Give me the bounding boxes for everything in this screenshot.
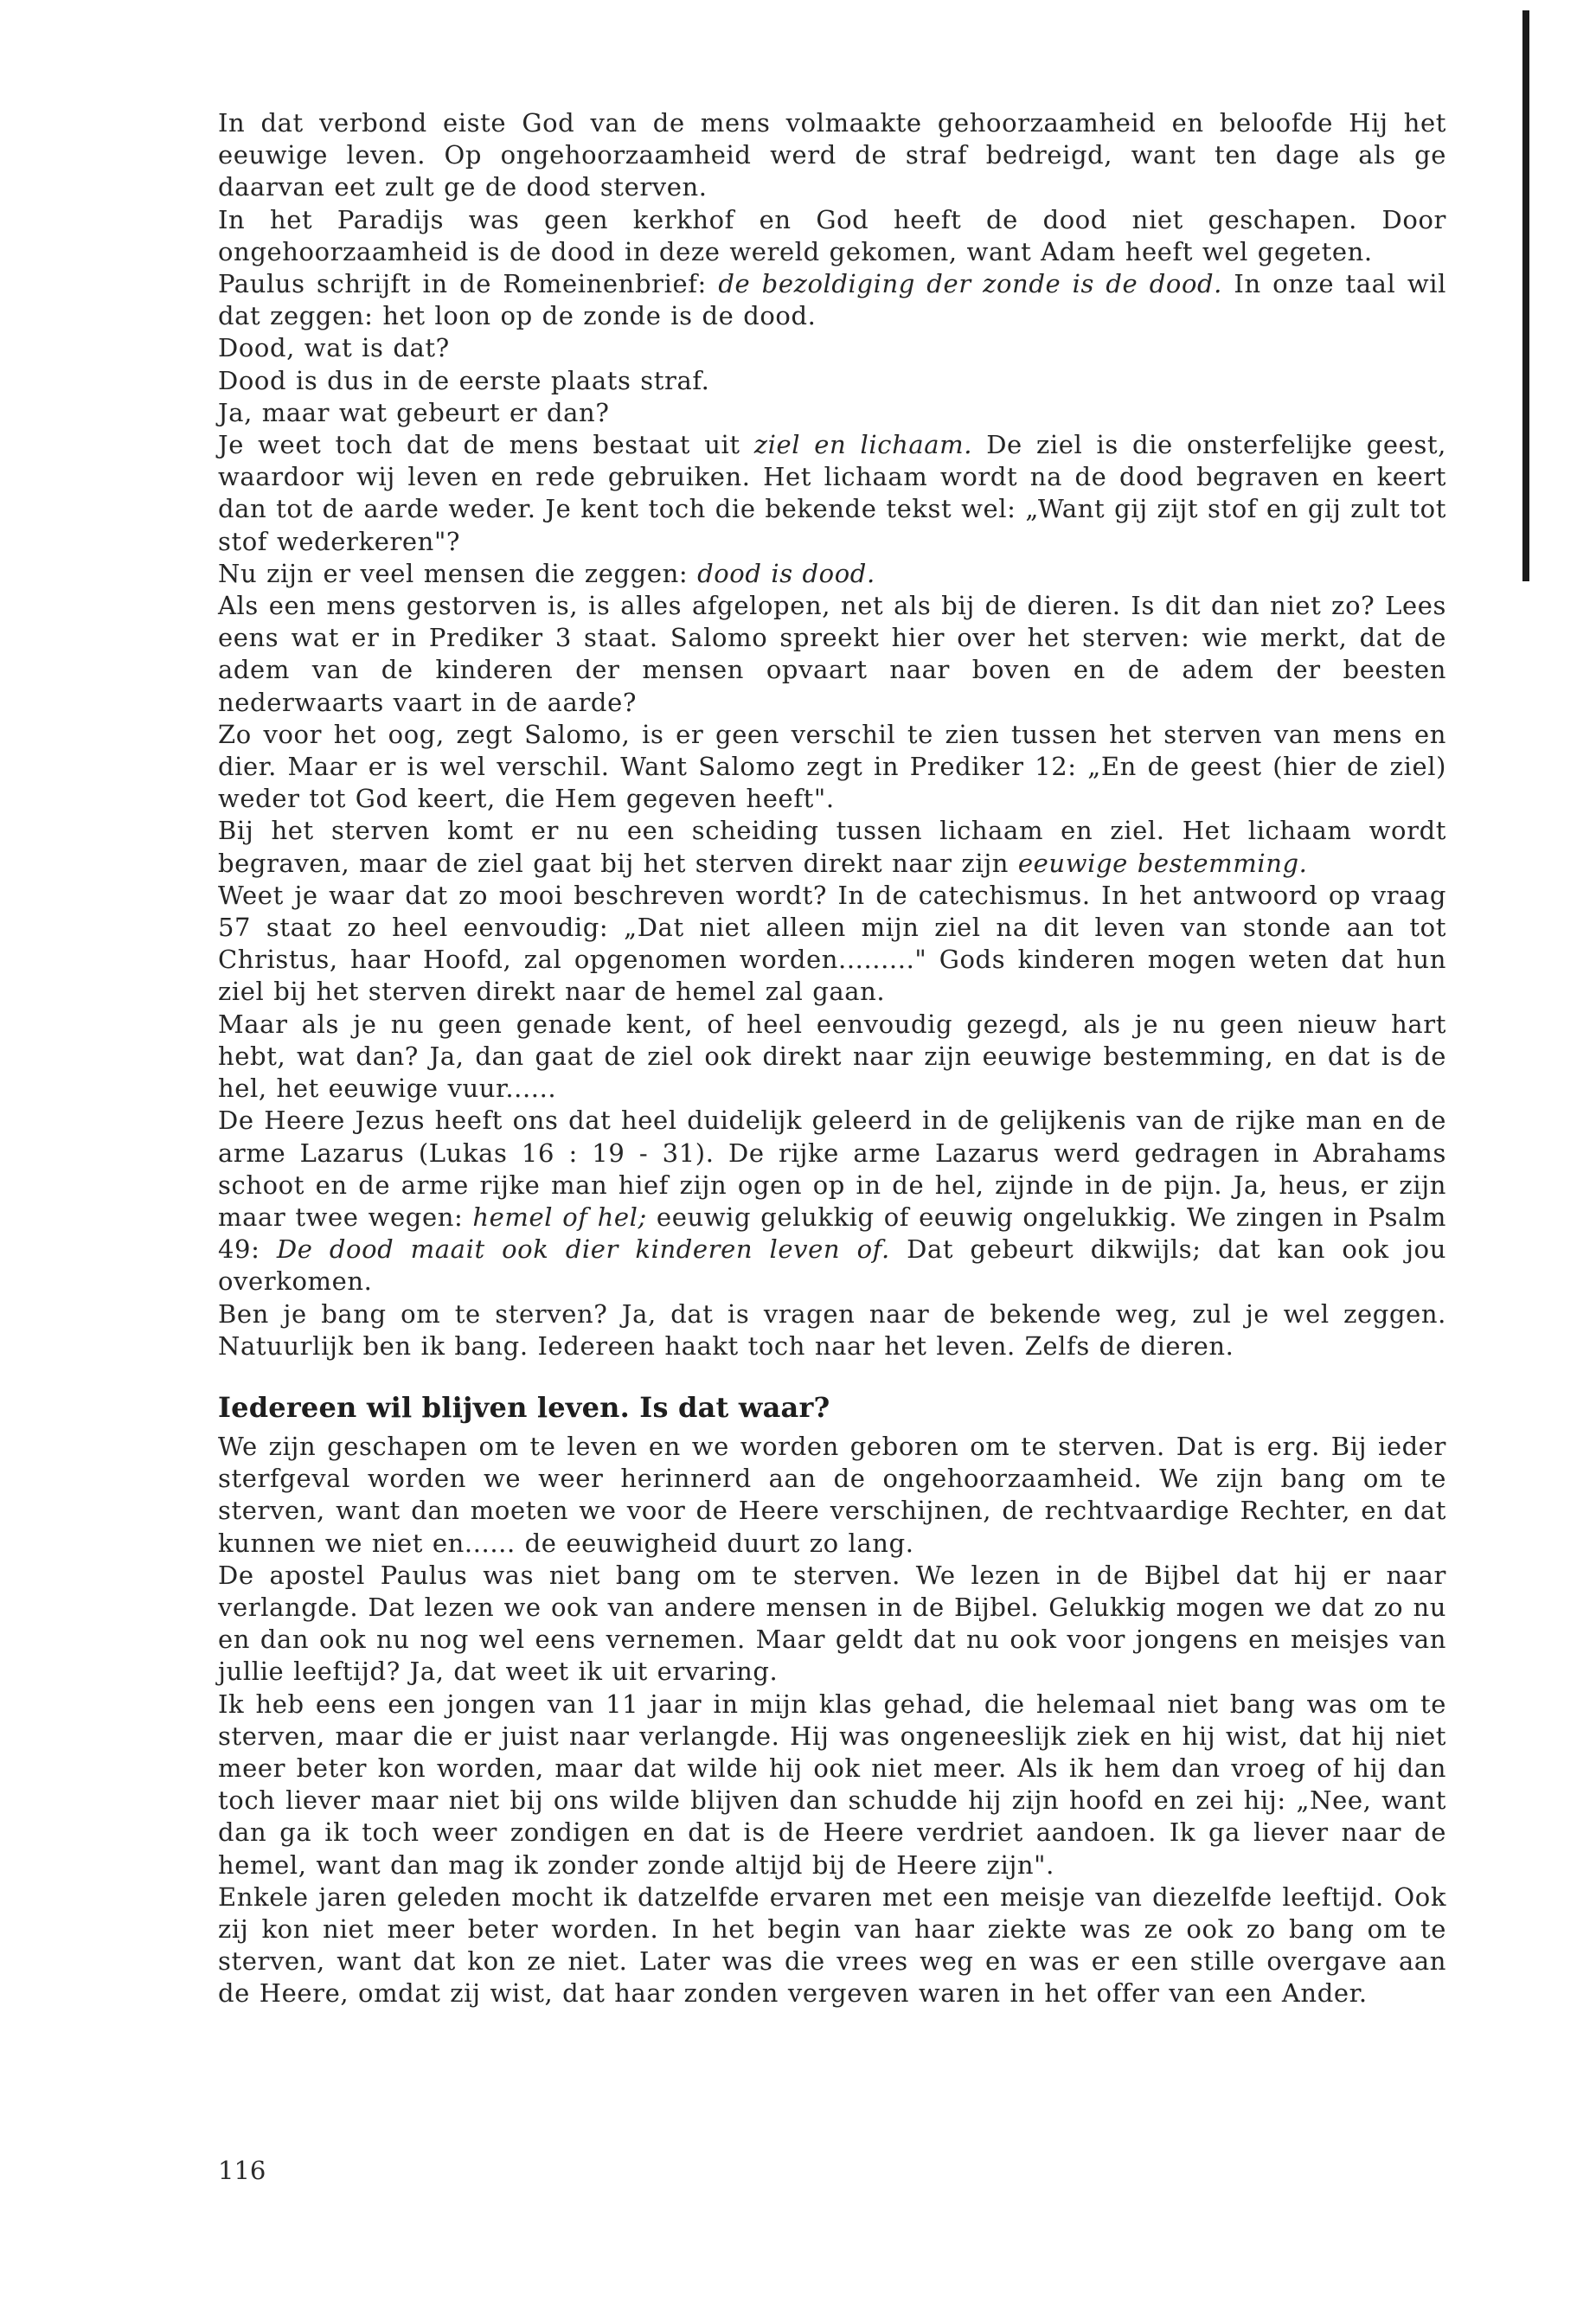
text-run: Dat gebeurt dikwijls; dat kan ook jou overkomen.: [218, 1234, 1446, 1297]
emphasis: hemel of hel;: [472, 1202, 647, 1232]
text-run: Paulus schrijft in de Romeinenbrief:: [218, 269, 719, 299]
text-run: De ziel is die onsterfelijke geest, waardoor wij leven en rede gebruiken. Het lichaam wordt na de dood begraven en keert dan tot de aarde weder. Je kent toch die bekende tekst wel: „Want gij zijt stof en gij zult tot stof wederkeren"?: [218, 430, 1446, 556]
paragraph: Als een mens gestorven is, is alles afgelopen, net als bij de dieren. Is dit dan niet zo? Lees eens wat er in Prediker 3 staat. Salomo spreekt hier over het sterven: wie merkt, dat de adem van de kinderen der mensen opvaart naar boven en de adem der beesten nederwaarts vaart in de aarde?: [218, 591, 1446, 717]
paragraph: [218, 815, 1446, 879]
page-body: [218, 107, 1446, 2010]
paragraph: Ik heb eens een jongen van 11 jaar in mijn klas gehad, die helemaal niet bang was om te sterven, maar die er juist naar verlangde. Hij was ongeneeslijk ziek en hij wist, dat hij niet meer beter kon worden, maar dat wilde hij ook niet meer. Als ik hem dan vroeg of hij dan toch liever maar niet bij ons wilde blijven dan schudde hij zijn hoofd en zei hij: „Nee, want dan ga ik toch weer zondigen en dat is de Heere verdriet aandoen. Ik ga liever naar de hemel, want dan mag ik zonder zonde altijd bij de Heere zijn".: [218, 1689, 1446, 1880]
paragraph: Enkele jaren geleden mocht ik datzelfde ervaren met een meisje van diezelfde leeftijd. Ook zij kon niet meer beter worden. In het begin van haar ziekte was ze ook zo bang om te sterven, want dat kon ze niet. Later was die vrees weg en was er een stille overgave aan de Heere, omdat zij wist, dat haar zonden vergeven waren in het offer van een Ander.: [218, 1881, 1446, 2009]
paragraph: [218, 558, 1446, 590]
paragraph: Weet je waar dat zo mooi beschreven wordt? In de catechismus. In het antwoord op vraag 57 staat zo heel eenvoudig: „Dat niet alleen mijn ziel na dit leven van stonde aan tot Christus, haar Hoofd, zal opgenomen worden........." Gods kinderen mogen weten dat hun ziel bij het sterven direkt naar de hemel zal gaan.: [218, 880, 1446, 1007]
paragraph: Dood, wat is dat?: [218, 333, 450, 363]
emphasis: ziel en lichaam.: [753, 430, 973, 460]
scan-edge-bar: [1522, 10, 1529, 581]
paragraph: In het Paradijs was geen kerkhof en God heeft de dood niet geschapen. Door ongehoorzaamheid is de dood in deze wereld gekomen, want Adam heeft wel gegeten.: [218, 204, 1446, 266]
paragraph: Zo voor het oog, zegt Salomo, is er geen verschil te zien tussen het sterven van mens en dier. Maar er is wel verschil. Want Salomo zegt in Prediker 12: „En de geest (hier de ziel) weder tot God keert, die Hem gegeven heeft".: [218, 719, 1446, 814]
paragraph: Ja, maar wat gebeurt er dan?: [218, 397, 610, 427]
paragraph: Maar als je nu geen genade kent, of heel eenvoudig gezegd, als je nu geen nieuw hart hebt, wat dan? Ja, dan gaat de ziel ook direkt naar zijn eeuwige bestemming, en dat is de hel, het eeuwige vuur......: [218, 1009, 1446, 1104]
paragraph: [218, 429, 1446, 558]
page-number: 116: [218, 2156, 266, 2185]
paragraph: [218, 1105, 1446, 1298]
section-heading: Iedereen wil blijven leven. Is dat waar?: [218, 1390, 830, 1424]
text-run: Bij het sterven komt er nu een scheiding tussen lichaam en ziel. Het lichaam wordt begraven, maar de ziel gaat bij het sterven direkt naar zijn: [218, 816, 1446, 878]
emphasis: dood is dood.: [697, 558, 875, 588]
emphasis: De dood maait ook dier kinderen leven of.: [276, 1234, 890, 1265]
paragraph: In dat verbond eiste God van de mens volmaakte gehoorzaamheid en beloofde Hij het eeuwige leven. Op ongehoorzaamheid werd de straf bedreigd, want ten dage als ge daarvan eet zult ge de dood sterven.: [218, 108, 1446, 202]
text-run: In onze taal wil dat zeggen: het loon op de zonde is de dood.: [218, 269, 1446, 331]
paragraph: Dood is dus in de eerste plaats straf.: [218, 365, 710, 395]
text-run: De Heere Jezus heeft ons dat heel duidelijk geleerd in de gelijkenis van de rijke man en de arme Lazarus (Lukas 16 : 19 - 31). De rijke arme Lazarus werd gedragen in Abrahams schoot en de arme rijke man hief zijn ogen op in de hel, zijnde in de pijn. Ja, heus, er zijn maar twee wegen:: [218, 1106, 1446, 1232]
text-run: Je weet toch dat de mens bestaat uit: [218, 430, 754, 460]
text-run: Nu zijn er veel mensen die zeggen:: [218, 558, 698, 588]
paragraph: [218, 268, 1446, 332]
paragraph: We zijn geschapen om te leven en we worden geboren om te sterven. Dat is erg. Bij ieder sterfgeval worden we weer herinnerd aan de ongehoorzaamheid. We zijn bang om te sterven, want dan moeten we voor de Heere verschijnen, de rechtvaardige Rechter, en dat kunnen we niet en...... de eeuwigheid duurt zo lang.: [218, 1431, 1446, 1558]
paragraph: Ben je bang om te sterven? Ja, dat is vragen naar de bekende weg, zul je wel zeggen. Natuurlijk ben ik bang. Iedereen haakt toch naar het leven. Zelfs de dieren.: [218, 1298, 1446, 1361]
text-run: eeuwig gelukkig of eeuwig ongelukkig. We zingen in Psalm 49:: [218, 1202, 1447, 1265]
emphasis: de bezoldiging der zonde is de dood.: [718, 269, 1222, 299]
paragraph: De apostel Paulus was niet bang om te sterven. We lezen in de Bijbel dat hij er naar verlangde. Dat lezen we ook van andere mensen in de Bijbel. Gelukkig mogen we dat zo nu en dan ook nu nog wel eens vernemen. Maar geldt dat nu ook voor jongens en meisjes van jullie leeftijd? Ja, dat weet ik uit ervaring.: [218, 1560, 1446, 1687]
emphasis: eeuwige bestemming.: [1017, 848, 1308, 878]
